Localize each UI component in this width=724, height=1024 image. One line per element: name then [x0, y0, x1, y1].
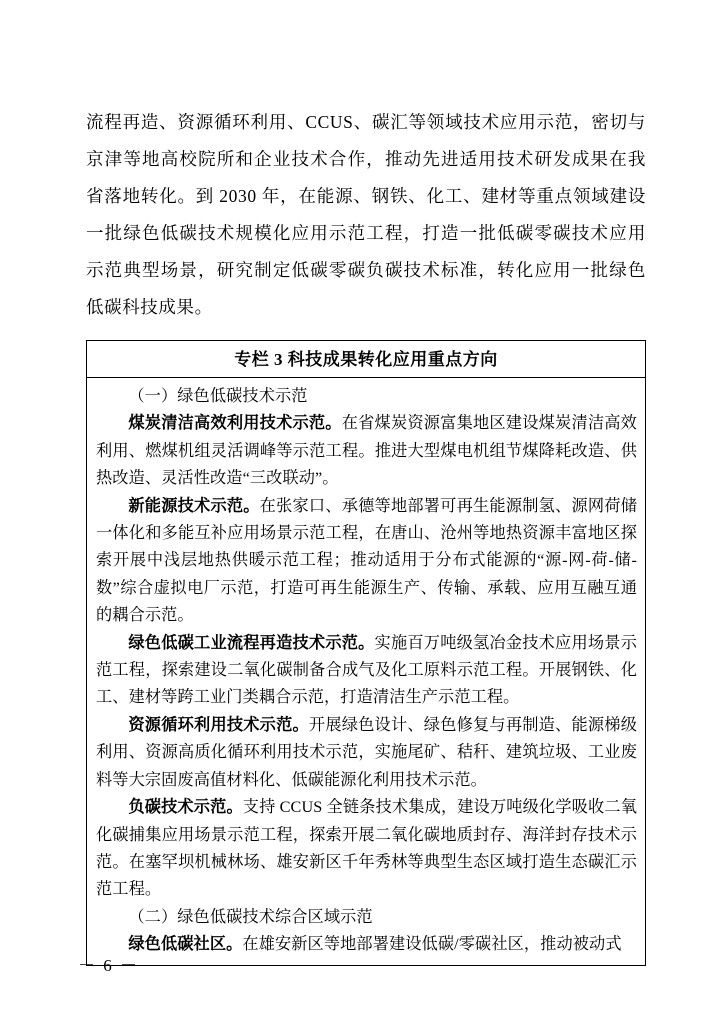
- box-item-5: [96, 794, 637, 904]
- box-item-6-text: 在雄安新区等地部署建设低碳/零碳社区，推动被动式: [242, 935, 622, 954]
- box-item-1-lead: 煤炭清洁高效利用技术示范。: [128, 414, 342, 433]
- box-item-5-text: 支持 CCUS 全链条技术集成，建设万吨级化学吸收二氧化碳捕集应用场景示范工程，探索开展二氧化碳地质封存、海洋封存技术示范。在塞罕坝机械林场、雄安新区千年秀林等典型生态区域打造生态碳汇示范工程。: [96, 798, 637, 899]
- box-item-4-lead: 资源循环利用技术示范。: [128, 715, 309, 734]
- section-heading-1: （一）绿色低碳技术示范: [128, 387, 308, 405]
- box-title: 专栏 3 科技成果转化应用重点方向: [87, 341, 645, 378]
- section-heading-2: （二）绿色低碳技术综合区域示范: [128, 907, 373, 926]
- box-item-3-text: 实施百万吨级氢冶金技术应用场景示范工程，探索建设二氧化碳制备合成气及化工原料示范工程。开展钢铁、化工、建材等跨工业门类耦合示范，打造清洁生产示范工程。: [96, 633, 637, 707]
- box-item-1: [96, 410, 637, 492]
- body-paragraph: 流程再造、资源循环利用、CCUS、碳汇等领域技术应用示范，密切与京津等地高校院所和企业技术合作，推动先进适用技术研发成果在我省落地转化。到 2030 年，在能源、钢铁、化工、建材等重点领域建设一批绿色低碳技术规模化应用示范工程，打造一批低碳零碳技术应用示范典型场景，研究制定低碳零碳负碳技术标准，转化应用一批绿色低碳科技成果。: [86, 112, 646, 317]
- box-item-1-text: 在省煤炭资源富集地区建设煤炭清洁高效利用、燃煤机组灵活调峰等示范工程。推进大型煤电机组节煤降耗改造、供热改造、灵活性改造“三改联动”。: [96, 414, 637, 488]
- sidebar-box-column3: [86, 340, 646, 966]
- box-item-3-lead: 绿色低碳工业流程再造技术示范。: [128, 633, 375, 652]
- box-item-3: [96, 630, 637, 712]
- box-item-2: [96, 493, 637, 630]
- box-item-2-text: 在张家口、承德等地部署可再生能源制氢、源网荷储一体化和多能互补应用场景示范工程，在唐山、沧州等地热资源丰富地区探索开展中浅层地热供暖示范工程；推动适用于分布式能源的“源-网-荷-储-数”综合虚拟电厂示范，打造可再生能源生产、传输、承载、应用互融互通的耦合示范。: [96, 496, 637, 625]
- box-body: [87, 378, 645, 965]
- box-item-4: [96, 712, 637, 794]
- box-item-4-text: 开展绿色设计、绿色修复与再制造、能源梯级利用、资源高质化循环利用技术示范，实施尾矿、秸秆、建筑垃圾、工业废料等大宗固废高值材料化、低碳能源化利用技术示范。: [96, 715, 637, 789]
- page-number: － 6 －: [78, 956, 139, 975]
- box-item-6-lead: 绿色低碳社区。: [128, 935, 243, 954]
- box-item-2-lead: 新能源技术示范。: [128, 496, 260, 515]
- box-item-5-lead: 负碳技术示范。: [128, 798, 243, 817]
